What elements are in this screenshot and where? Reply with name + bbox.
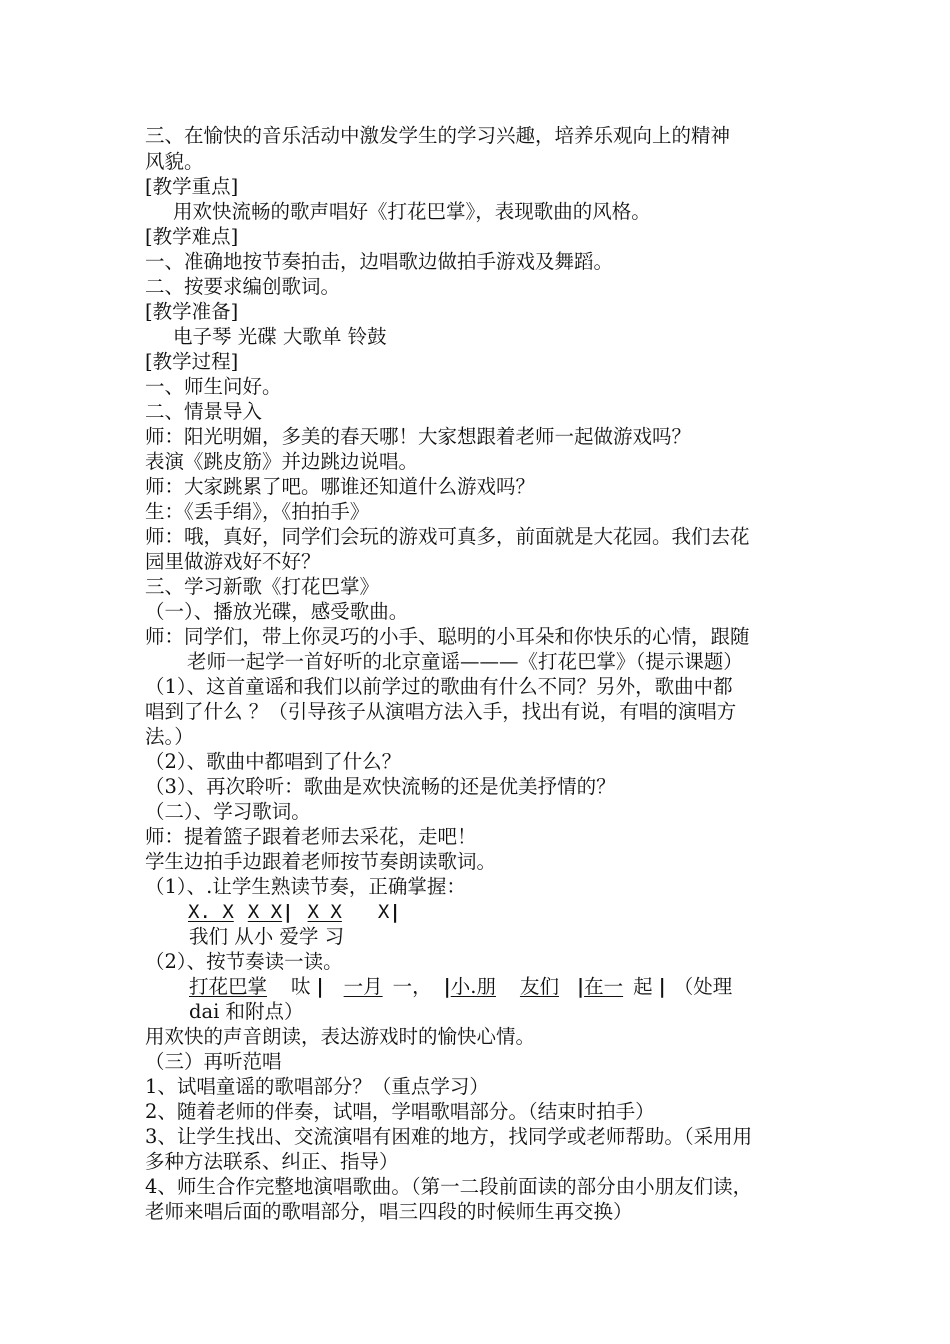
text-line: 4、师生合作完整地演唱歌曲。（第一二段前面读的部分由小朋友们读， <box>145 1175 753 1198</box>
text-line: （3）、再次聆听：歌曲是欢快流畅的还是优美抒情的？ <box>145 775 616 798</box>
text-line: 老师一起学一首好听的北京童谣———《打花巴掌》（提示课题） <box>187 650 743 673</box>
rhythm-note: X. X <box>188 901 234 923</box>
bar-line: | <box>389 901 401 923</box>
text-line: 园里做游戏好不好？ <box>145 550 321 573</box>
text-line: 老师来唱后面的歌唱部分，唱三四段的时候师生再交换） <box>145 1200 633 1223</box>
text-line: （三）再听范唱 <box>145 1050 282 1073</box>
text-line: （一）、播放光碟，感受歌曲。 <box>145 600 409 623</box>
section-heading: [教学准备] <box>145 300 239 323</box>
chant-word: 打花巴掌 <box>189 975 268 998</box>
text-line: 法。） <box>145 725 194 748</box>
text-line: 2、随着老师的伴奏，试唱，学唱歌唱部分。（结束时拍手） <box>145 1100 655 1123</box>
bar-line: | <box>658 975 666 998</box>
text-line: 学生边拍手边跟着老师按节奏朗读歌词。 <box>145 850 497 873</box>
lyric-line: 我们 从小 爱学 习 <box>189 925 345 948</box>
text-line: 三、学习新歌《打花巴掌》 <box>145 575 380 598</box>
section-heading: [教学重点] <box>145 175 239 198</box>
chant-word: 一， <box>392 975 432 998</box>
bar-line: | <box>316 975 324 998</box>
chant-word: 起 <box>633 975 653 998</box>
text-line: 多种方法联系、纠正、指导） <box>145 1150 399 1173</box>
rhythm-notation <box>188 900 401 924</box>
chant-line <box>189 975 732 999</box>
text-line: 一、准确地按节奏拍击，边唱歌边做拍手游戏及舞蹈。 <box>145 250 614 273</box>
bar-line: | <box>443 975 451 998</box>
text-line: （1）、.让学生熟读节奏，正确掌握： <box>145 875 466 898</box>
text-line: 师：提着篮子跟着老师去采花，走吧！ <box>145 825 477 848</box>
section-heading: [教学难点] <box>145 225 239 248</box>
text-line: 师：同学们，带上你灵巧的小手、聪明的小耳朵和你快乐的心情，跟随 <box>145 625 750 648</box>
text-line: 师：哦，真好，同学们会玩的游戏可真多，前面就是大花园。我们去花 <box>145 525 750 548</box>
text-line: （2）、按节奏读一读。 <box>145 950 343 973</box>
text-line: 二、情景导入 <box>145 400 263 423</box>
text-line: dai 和附点） <box>189 1000 304 1023</box>
chant-word: 一月 <box>343 975 383 998</box>
text-line: 二、按要求编创歌词。 <box>145 275 341 298</box>
rhythm-note: X X <box>247 901 283 923</box>
text-line: 三、在愉快的音乐活动中激发学生的学习兴趣，培养乐观向上的精神 <box>145 124 731 147</box>
text-line: 一、师生问好。 <box>145 375 282 398</box>
chant-word: 呔 <box>291 975 311 998</box>
text-line: （1）、这首童谣和我们以前学过的歌曲有什么不同？另外，歌曲中都 <box>145 675 733 698</box>
text-line: 风貌。 <box>145 150 204 173</box>
rhythm-note: X <box>377 901 390 923</box>
text-line: （二）、学习歌词。 <box>145 800 311 823</box>
chant-word: 小.朋 <box>450 975 496 998</box>
text-line: 用欢快的声音朗读，表达游戏时的愉快心情。 <box>145 1025 536 1048</box>
text-line: 师：大家跳累了吧。哪谁还知道什么游戏吗？ <box>145 475 536 498</box>
text-line: 师：阳光明媚，多美的春天哪！大家想跟着老师一起做游戏吗？ <box>145 425 692 448</box>
chant-word: 在一 <box>584 975 624 998</box>
text-line: 3、让学生找出、交流演唱有困难的地方，找同学或老师帮助。（采用用 <box>145 1125 753 1148</box>
text-line: 生：《丢手绢》，《拍拍手》 <box>145 500 370 523</box>
chant-word: 友们 <box>519 975 559 998</box>
text-line: 唱到了什么 ？（引导孩子从演唱方法入手，找出有说，有唱的演唱方 <box>145 700 737 723</box>
text-line: 表演《跳皮筋》并边跳边说唱。 <box>145 450 419 473</box>
rhythm-note: X X <box>307 901 342 923</box>
text-line: 用欢快流畅的歌声唱好《打花巴掌》，表现歌曲的风格。 <box>173 200 651 223</box>
bar-line: | <box>282 901 294 923</box>
bar-line: | <box>576 975 585 998</box>
section-heading: [教学过程] <box>145 350 239 373</box>
chant-word: （处理 <box>673 975 733 998</box>
text-line: （2）、歌曲中都唱到了什么？ <box>145 750 402 773</box>
text-line: 1、试唱童谣的歌唱部分？（重点学习） <box>145 1075 489 1098</box>
text-line: 电子琴 光碟 大歌单 铃鼓 <box>173 325 387 348</box>
